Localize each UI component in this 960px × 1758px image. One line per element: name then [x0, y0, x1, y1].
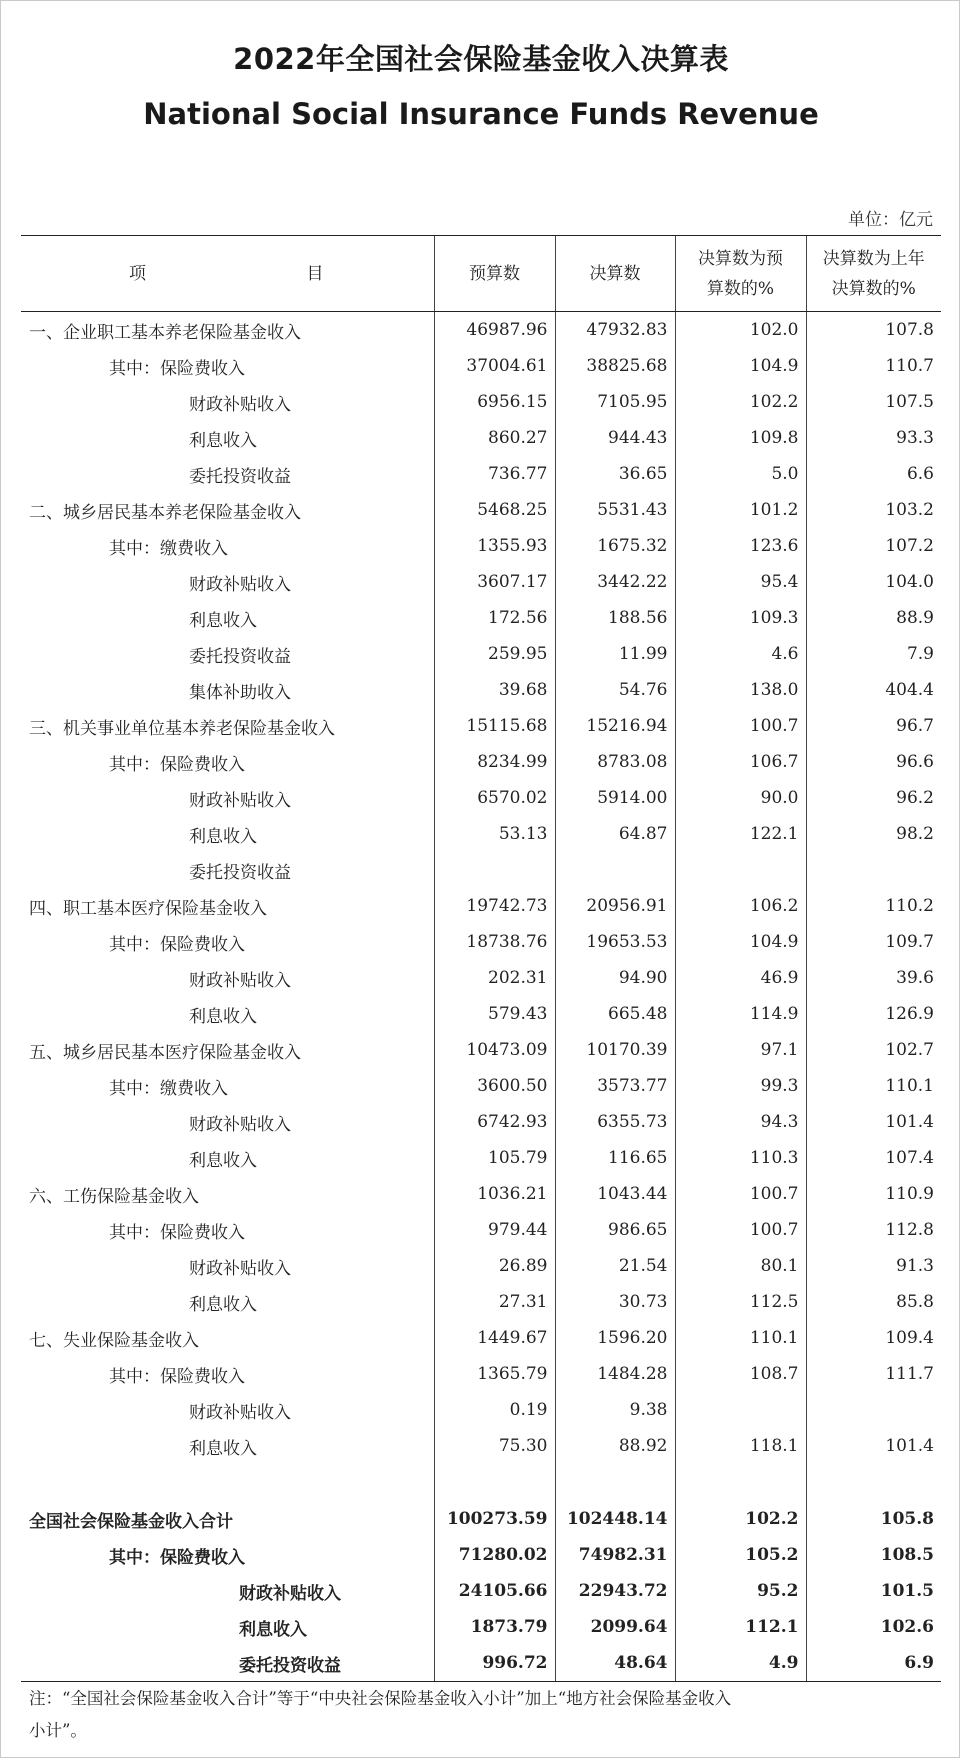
- table-row: [21, 816, 941, 852]
- row-budget-cell: 979.44: [434, 1212, 555, 1248]
- table-row: [21, 1320, 941, 1356]
- row-budget-cell: 75.30: [434, 1428, 555, 1464]
- row-item-cell: 财政补贴收入: [239, 1583, 341, 1604]
- row-item-cell: 委托投资收益: [189, 646, 291, 667]
- header-budget: 预算数: [434, 236, 555, 312]
- row-pct-budget-cell: 112.1: [675, 1609, 806, 1645]
- row-pct-prev-cell: 6.6: [806, 456, 941, 492]
- row-item-cell: 财政补贴收入: [189, 970, 291, 991]
- row-final-cell: 21.54: [555, 1248, 675, 1284]
- row-budget-cell: 1036.21: [434, 1176, 555, 1212]
- row-item-cell: 集体补助收入: [189, 682, 291, 703]
- row-final-cell: 1675.32: [555, 528, 675, 564]
- table-row: [21, 744, 941, 780]
- row-pct-budget-cell: 104.9: [675, 348, 806, 384]
- row-final-cell: 19653.53: [555, 924, 675, 960]
- table-row: [21, 672, 941, 708]
- row-budget-cell: 172.56: [434, 600, 555, 636]
- row-pct-prev-cell: 91.3: [806, 1248, 941, 1284]
- row-budget-cell: 37004.61: [434, 348, 555, 384]
- row-pct-budget-cell: 101.2: [675, 492, 806, 528]
- row-budget-cell: 19742.73: [434, 888, 555, 924]
- row-item-cell: 二、城乡居民基本养老保险基金收入: [29, 502, 301, 523]
- row-budget-cell: 736.77: [434, 456, 555, 492]
- table-row: [21, 960, 941, 996]
- header-row: [21, 236, 941, 312]
- row-pct-budget-cell: 138.0: [675, 672, 806, 708]
- row-pct-budget-cell: 102.2: [675, 1501, 806, 1537]
- table-row: [21, 1609, 941, 1645]
- row-item-cell: 委托投资收益: [189, 466, 291, 487]
- row-pct-prev-cell: 96.2: [806, 780, 941, 816]
- row-item-cell: 财政补贴收入: [189, 394, 291, 415]
- table-row: [21, 1140, 941, 1176]
- row-pct-budget-cell: 100.7: [675, 708, 806, 744]
- row-item-cell: 利息收入: [189, 1006, 257, 1027]
- spacer-cell: [555, 1464, 675, 1501]
- row-pct-prev-cell: 110.7: [806, 348, 941, 384]
- header-pct-budget-line1: 决算数为预: [698, 248, 783, 269]
- row-pct-budget-cell: 100.7: [675, 1176, 806, 1212]
- row-item-cell: 四、职工基本医疗保险基金收入: [29, 898, 267, 919]
- header-pct-budget-line2: 算数的%: [706, 278, 775, 299]
- row-item-cell: 全国社会保险基金收入合计: [29, 1511, 233, 1532]
- row-item-cell: 五、城乡居民基本医疗保险基金收入: [29, 1042, 301, 1063]
- row-budget-cell: 10473.09: [434, 1032, 555, 1068]
- row-item-cell: 其中：保险费收入: [109, 1222, 245, 1243]
- row-pct-budget-cell: 95.4: [675, 564, 806, 600]
- row-pct-budget-cell: 122.1: [675, 816, 806, 852]
- row-budget-cell: 1449.67: [434, 1320, 555, 1356]
- row-pct-budget-cell: 95.2: [675, 1573, 806, 1609]
- row-item-cell: 六、工伤保险基金收入: [29, 1186, 199, 1207]
- row-pct-prev-cell: 103.2: [806, 492, 941, 528]
- row-item-cell: 其中：保险费收入: [109, 358, 245, 379]
- table-row: [21, 1284, 941, 1320]
- row-budget-cell: 71280.02: [434, 1537, 555, 1573]
- row-pct-prev-cell: 107.4: [806, 1140, 941, 1176]
- row-pct-budget-cell: 110.1: [675, 1320, 806, 1356]
- table-row: [21, 456, 941, 492]
- row-final-cell: 22943.72: [555, 1573, 675, 1609]
- row-pct-budget-cell: 104.9: [675, 924, 806, 960]
- row-budget-cell: 39.68: [434, 672, 555, 708]
- table-row: [21, 1392, 941, 1428]
- row-item-cell: 其中：缴费收入: [109, 1078, 228, 1099]
- row-final-cell: 665.48: [555, 996, 675, 1032]
- row-pct-prev-cell: 98.2: [806, 816, 941, 852]
- row-final-cell: 10170.39: [555, 1032, 675, 1068]
- row-item-cell: 利息收入: [189, 1294, 257, 1315]
- row-pct-budget-cell: 4.6: [675, 636, 806, 672]
- row-pct-prev-cell: 88.9: [806, 600, 941, 636]
- header-item-right: 目: [306, 263, 324, 284]
- row-pct-prev-cell: 101.5: [806, 1573, 941, 1609]
- table-row: [21, 600, 941, 636]
- row-pct-prev-cell: 101.4: [806, 1104, 941, 1140]
- row-final-cell: 74982.31: [555, 1537, 675, 1573]
- row-pct-prev-cell: 110.2: [806, 888, 941, 924]
- row-pct-prev-cell: 404.4: [806, 672, 941, 708]
- table-row: [21, 1356, 941, 1392]
- row-pct-budget-cell: [675, 852, 806, 888]
- row-pct-budget-cell: 80.1: [675, 1248, 806, 1284]
- row-pct-prev-cell: 104.0: [806, 564, 941, 600]
- row-item-cell: 其中：保险费收入: [109, 934, 245, 955]
- row-pct-budget-cell: 90.0: [675, 780, 806, 816]
- row-budget-cell: 27.31: [434, 1284, 555, 1320]
- row-budget-cell: 0.19: [434, 1392, 555, 1428]
- row-final-cell: 30.73: [555, 1284, 675, 1320]
- row-pct-prev-cell: 102.7: [806, 1032, 941, 1068]
- row-pct-prev-cell: 105.8: [806, 1501, 941, 1537]
- row-pct-budget-cell: 118.1: [675, 1428, 806, 1464]
- row-budget-cell: 860.27: [434, 420, 555, 456]
- table-row: [21, 996, 941, 1032]
- row-pct-budget-cell: 4.9: [675, 1645, 806, 1682]
- row-item-cell: 财政补贴收入: [189, 790, 291, 811]
- table-row: [21, 564, 941, 600]
- row-pct-budget-cell: 109.8: [675, 420, 806, 456]
- table-row: [21, 852, 941, 888]
- row-budget-cell: 6742.93: [434, 1104, 555, 1140]
- header-item: [21, 236, 434, 312]
- row-pct-budget-cell: 102.2: [675, 384, 806, 420]
- row-final-cell: 3573.77: [555, 1068, 675, 1104]
- row-pct-budget-cell: 105.2: [675, 1537, 806, 1573]
- row-pct-prev-cell: 93.3: [806, 420, 941, 456]
- row-budget-cell: 8234.99: [434, 744, 555, 780]
- table-row: [21, 888, 941, 924]
- row-item-cell: 其中：保险费收入: [109, 1366, 245, 1387]
- row-final-cell: 986.65: [555, 1212, 675, 1248]
- row-pct-prev-cell: 7.9: [806, 636, 941, 672]
- row-pct-budget-cell: 5.0: [675, 456, 806, 492]
- row-pct-prev-cell: 96.7: [806, 708, 941, 744]
- row-pct-prev-cell: 110.1: [806, 1068, 941, 1104]
- table-row: [21, 1428, 941, 1464]
- row-pct-budget-cell: 110.3: [675, 1140, 806, 1176]
- table-row: [21, 708, 941, 744]
- row-final-cell: 48.64: [555, 1645, 675, 1682]
- row-item-cell: 利息收入: [189, 1438, 257, 1459]
- row-final-cell: 11.99: [555, 636, 675, 672]
- row-final-cell: 102448.14: [555, 1501, 675, 1537]
- row-item-cell: 一、企业职工基本养老保险基金收入: [29, 322, 301, 343]
- row-budget-cell: 1873.79: [434, 1609, 555, 1645]
- table-row: [21, 312, 941, 349]
- row-pct-prev-cell: 39.6: [806, 960, 941, 996]
- row-budget-cell: 259.95: [434, 636, 555, 672]
- row-final-cell: 15216.94: [555, 708, 675, 744]
- table-row: [21, 1248, 941, 1284]
- row-final-cell: 3442.22: [555, 564, 675, 600]
- row-pct-prev-cell: 101.4: [806, 1428, 941, 1464]
- row-budget-cell: [434, 852, 555, 888]
- row-item-cell: 三、机关事业单位基本养老保险基金收入: [29, 718, 335, 739]
- row-pct-prev-cell: 110.9: [806, 1176, 941, 1212]
- revenue-table: [21, 235, 941, 1682]
- row-budget-cell: 100273.59: [434, 1501, 555, 1537]
- footnote-line1: 注：“全国社会保险基金收入合计”等于“中央社会保险基金收入小计”加上“地方社会保险基金收入: [29, 1689, 732, 1708]
- table-body: [21, 312, 941, 1682]
- row-item-cell: 财政补贴收入: [189, 574, 291, 595]
- row-final-cell: 1596.20: [555, 1320, 675, 1356]
- row-item-cell: 利息收入: [189, 610, 257, 631]
- row-budget-cell: 15115.68: [434, 708, 555, 744]
- row-final-cell: 8783.08: [555, 744, 675, 780]
- row-budget-cell: 996.72: [434, 1645, 555, 1682]
- row-pct-prev-cell: 96.6: [806, 744, 941, 780]
- row-budget-cell: 1355.93: [434, 528, 555, 564]
- table-row: [21, 1537, 941, 1573]
- row-budget-cell: 3607.17: [434, 564, 555, 600]
- row-pct-prev-cell: 107.8: [806, 312, 941, 349]
- table-row: [21, 1501, 941, 1537]
- row-final-cell: 88.92: [555, 1428, 675, 1464]
- header-pct-budget: [675, 236, 806, 312]
- row-final-cell: 5531.43: [555, 492, 675, 528]
- row-budget-cell: 105.79: [434, 1140, 555, 1176]
- table-row: [21, 528, 941, 564]
- row-item-cell: 其中：缴费收入: [109, 538, 228, 559]
- row-pct-budget-cell: 109.3: [675, 600, 806, 636]
- row-final-cell: 94.90: [555, 960, 675, 996]
- row-final-cell: 54.76: [555, 672, 675, 708]
- row-budget-cell: 6956.15: [434, 384, 555, 420]
- row-budget-cell: 6570.02: [434, 780, 555, 816]
- row-pct-budget-cell: 94.3: [675, 1104, 806, 1140]
- row-final-cell: 20956.91: [555, 888, 675, 924]
- row-pct-prev-cell: [806, 1392, 941, 1428]
- row-budget-cell: 579.43: [434, 996, 555, 1032]
- row-pct-prev-cell: 112.8: [806, 1212, 941, 1248]
- table-row: [21, 384, 941, 420]
- row-pct-prev-cell: 85.8: [806, 1284, 941, 1320]
- spacer-cell: [434, 1464, 555, 1501]
- row-item-cell: 利息收入: [239, 1619, 307, 1640]
- row-final-cell: 6355.73: [555, 1104, 675, 1140]
- row-final-cell: 1043.44: [555, 1176, 675, 1212]
- table-row: [21, 420, 941, 456]
- table-row: [21, 1573, 941, 1609]
- row-item-cell: 七、失业保险基金收入: [29, 1330, 199, 1351]
- row-pct-budget-cell: 106.7: [675, 744, 806, 780]
- table-row: [21, 780, 941, 816]
- row-final-cell: 36.65: [555, 456, 675, 492]
- table-row: [21, 1104, 941, 1140]
- row-item-cell: 委托投资收益: [21, 1645, 434, 1682]
- row-budget-cell: 202.31: [434, 960, 555, 996]
- row-budget-cell: 18738.76: [434, 924, 555, 960]
- row-final-cell: 9.38: [555, 1392, 675, 1428]
- row-item-cell: 其中：保险费收入: [109, 754, 245, 775]
- row-item-cell: 利息收入: [189, 430, 257, 451]
- table-row: [21, 1176, 941, 1212]
- row-final-cell: 944.43: [555, 420, 675, 456]
- row-pct-prev-cell: 126.9: [806, 996, 941, 1032]
- row-budget-cell: 3600.50: [434, 1068, 555, 1104]
- row-item-cell: 利息收入: [189, 826, 257, 847]
- row-pct-prev-cell: [806, 852, 941, 888]
- row-pct-budget-cell: 97.1: [675, 1032, 806, 1068]
- row-pct-prev-cell: 6.9: [806, 1645, 941, 1682]
- table-row: [21, 1032, 941, 1068]
- row-final-cell: 2099.64: [555, 1609, 675, 1645]
- table-row: [21, 492, 941, 528]
- unit-label: 单位：亿元: [848, 210, 933, 230]
- row-final-cell: 38825.68: [555, 348, 675, 384]
- row-pct-budget-cell: 100.7: [675, 1212, 806, 1248]
- row-item-cell: 利息收入: [189, 1150, 257, 1171]
- table-row: [21, 1645, 941, 1682]
- header-pct-prev: [806, 236, 941, 312]
- header-item-left: 项: [129, 263, 146, 284]
- row-item-cell: 财政补贴收入: [189, 1402, 291, 1423]
- spacer-cell: [21, 1464, 434, 1501]
- spacer-cell: [675, 1464, 806, 1501]
- row-pct-prev-cell: 107.2: [806, 528, 941, 564]
- row-pct-budget-cell: 46.9: [675, 960, 806, 996]
- row-final-cell: 1484.28: [555, 1356, 675, 1392]
- row-pct-budget-cell: 102.0: [675, 312, 806, 349]
- row-item-cell: 财政补贴收入: [189, 1258, 291, 1279]
- row-pct-budget-cell: [675, 1392, 806, 1428]
- row-pct-budget-cell: 114.9: [675, 996, 806, 1032]
- spacer-row: [21, 1464, 941, 1501]
- table-row: [21, 1212, 941, 1248]
- row-pct-budget-cell: 123.6: [675, 528, 806, 564]
- row-pct-budget-cell: 99.3: [675, 1068, 806, 1104]
- row-final-cell: 188.56: [555, 600, 675, 636]
- row-pct-prev-cell: 108.5: [806, 1537, 941, 1573]
- spacer-cell: [806, 1464, 941, 1501]
- row-budget-cell: 26.89: [434, 1248, 555, 1284]
- row-final-cell: 5914.00: [555, 780, 675, 816]
- header-pct-prev-line2: 决算数的%: [831, 278, 916, 299]
- page-title-en: National Social Insurance Funds Revenue: [143, 97, 819, 131]
- row-budget-cell: 46987.96: [434, 312, 555, 349]
- page-title-cn: 2022年全国社会保险基金收入决算表: [233, 42, 729, 76]
- table-row: [21, 1068, 941, 1104]
- row-final-cell: 116.65: [555, 1140, 675, 1176]
- row-pct-budget-cell: 108.7: [675, 1356, 806, 1392]
- row-item-cell: 委托投资收益: [189, 862, 291, 883]
- row-final-cell: [555, 852, 675, 888]
- header-pct-prev-line1: 决算数为上年: [822, 248, 925, 269]
- row-pct-prev-cell: 109.7: [806, 924, 941, 960]
- row-pct-prev-cell: 107.5: [806, 384, 941, 420]
- row-item-cell: 财政补贴收入: [189, 1114, 291, 1135]
- table-row: [21, 636, 941, 672]
- table-row: [21, 348, 941, 384]
- table-row: [21, 924, 941, 960]
- row-item-cell: 其中：保险费收入: [109, 1547, 245, 1568]
- row-budget-cell: 1365.79: [434, 1356, 555, 1392]
- row-final-cell: 7105.95: [555, 384, 675, 420]
- row-final-cell: 47932.83: [555, 312, 675, 349]
- row-budget-cell: 5468.25: [434, 492, 555, 528]
- table-header: [21, 236, 941, 312]
- header-final: 决算数: [555, 236, 675, 312]
- footnote: [29, 1683, 939, 1747]
- row-final-cell: 64.87: [555, 816, 675, 852]
- row-pct-prev-cell: 109.4: [806, 1320, 941, 1356]
- row-pct-prev-cell: 102.6: [806, 1609, 941, 1645]
- row-pct-budget-cell: 112.5: [675, 1284, 806, 1320]
- row-budget-cell: 53.13: [434, 816, 555, 852]
- footnote-line2: 小计”。: [29, 1721, 87, 1740]
- row-pct-prev-cell: 111.7: [806, 1356, 941, 1392]
- row-budget-cell: 24105.66: [434, 1573, 555, 1609]
- row-pct-budget-cell: 106.2: [675, 888, 806, 924]
